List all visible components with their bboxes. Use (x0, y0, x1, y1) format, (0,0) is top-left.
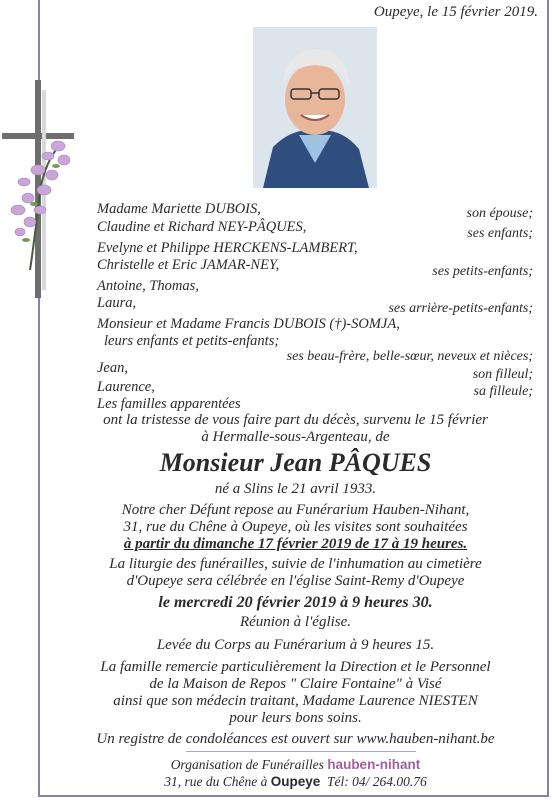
family-member: Antoine, Thomas, (97, 278, 199, 294)
family-member: Jean, (97, 360, 128, 376)
footer-address (40, 773, 551, 790)
funeral-home-brand: hauben-nihant (327, 757, 421, 772)
footer-organisation (40, 756, 551, 773)
announcement-text: à Hermalle-sous-Argenteau, de (201, 429, 390, 445)
relation-label: ses enfants; (467, 226, 533, 241)
deceased-name: Monsieur Jean PÂQUES (159, 448, 432, 477)
relation-label: sa filleule; (473, 384, 533, 399)
visits-text: 31, rue du Chêne à Oupeye, où les visites sont souhaitées (123, 519, 468, 535)
family-member: Claudine et Richard NEY-PÂQUES, (97, 219, 307, 235)
footer-address-prefix: 31, rue du Chêne à (164, 774, 268, 789)
family-member: Madame Mariette DUBOIS, (97, 201, 261, 217)
family-member: Laura, (97, 295, 137, 311)
relation-label: ses petits-enfants; (432, 264, 533, 279)
liturgy-text: La liturgie des funérailles, suivie de l'inhumation au cimetière (109, 556, 482, 572)
footer-town: Oupeye (270, 774, 321, 789)
liturgy-text: d'Oupeye sera célébrée en l'église Saint-Remy d'Oupeye (126, 573, 465, 589)
family-member: leurs enfants et petits-enfants; (104, 333, 280, 349)
footer-divider (186, 751, 416, 752)
family-member: Christelle et Eric JAMAR-NEY, (97, 257, 280, 273)
thanks-text: La famille remercie particulièrement la Direction et le Personnel (100, 659, 491, 675)
condolence-registry: Un registre de condoléances est ouvert sur www.hauben-nihant.be (96, 731, 495, 747)
cross-with-flowers-icon (0, 80, 90, 310)
funeral-date: le mercredi 20 février 2019 à 9 heures 30. (158, 594, 433, 611)
family-member: Evelyne et Philippe HERCKENS-LAMBERT, (97, 240, 358, 256)
thanks-text: de la Maison de Repos " Claire Fontaine" à Visé (149, 676, 442, 692)
family-member: Les familles apparentées (97, 396, 241, 412)
relation-label: ses beau-frère, belle-sœur, neveux et nièces; (286, 349, 533, 364)
family-member: Monsieur et Madame Francis DUBOIS (†)-SOMJA, (97, 316, 400, 332)
visits-text: Notre cher Défunt repose au Funérarium Hauben-Nihant, (121, 502, 470, 518)
footer-phone: Tél: 04/ 264.00.76 (327, 774, 427, 789)
thanks-text: pour leurs bons soins. (229, 710, 362, 726)
thanks-text: ainsi que son médecin traitant, Madame Laurence NIESTEN (113, 693, 478, 709)
notice-date: Oupeye, le 15 février 2019. (373, 4, 538, 20)
relation-label: ses arrière-petits-enfants; (388, 301, 533, 316)
deceased-photo (253, 27, 377, 188)
footer-org-prefix: Organisation de Funérailles (170, 757, 324, 772)
birth-info: né a Slins le 21 avril 1933. (214, 481, 377, 497)
liturgy-text: Levée du Corps au Funérarium à 9 heures 15. (156, 637, 435, 653)
relation-label: son filleul; (472, 367, 533, 382)
announcement-text: ont la tristesse de vous faire part du décès, survenu le 15 février (103, 412, 488, 428)
family-member: Laurence, (97, 379, 155, 395)
relation-label: son épouse; (466, 206, 533, 221)
visits-schedule: à partir du dimanche 17 février 2019 de 17 à 19 heures. (123, 536, 468, 552)
liturgy-text: Réunion à l'église. (239, 614, 352, 630)
